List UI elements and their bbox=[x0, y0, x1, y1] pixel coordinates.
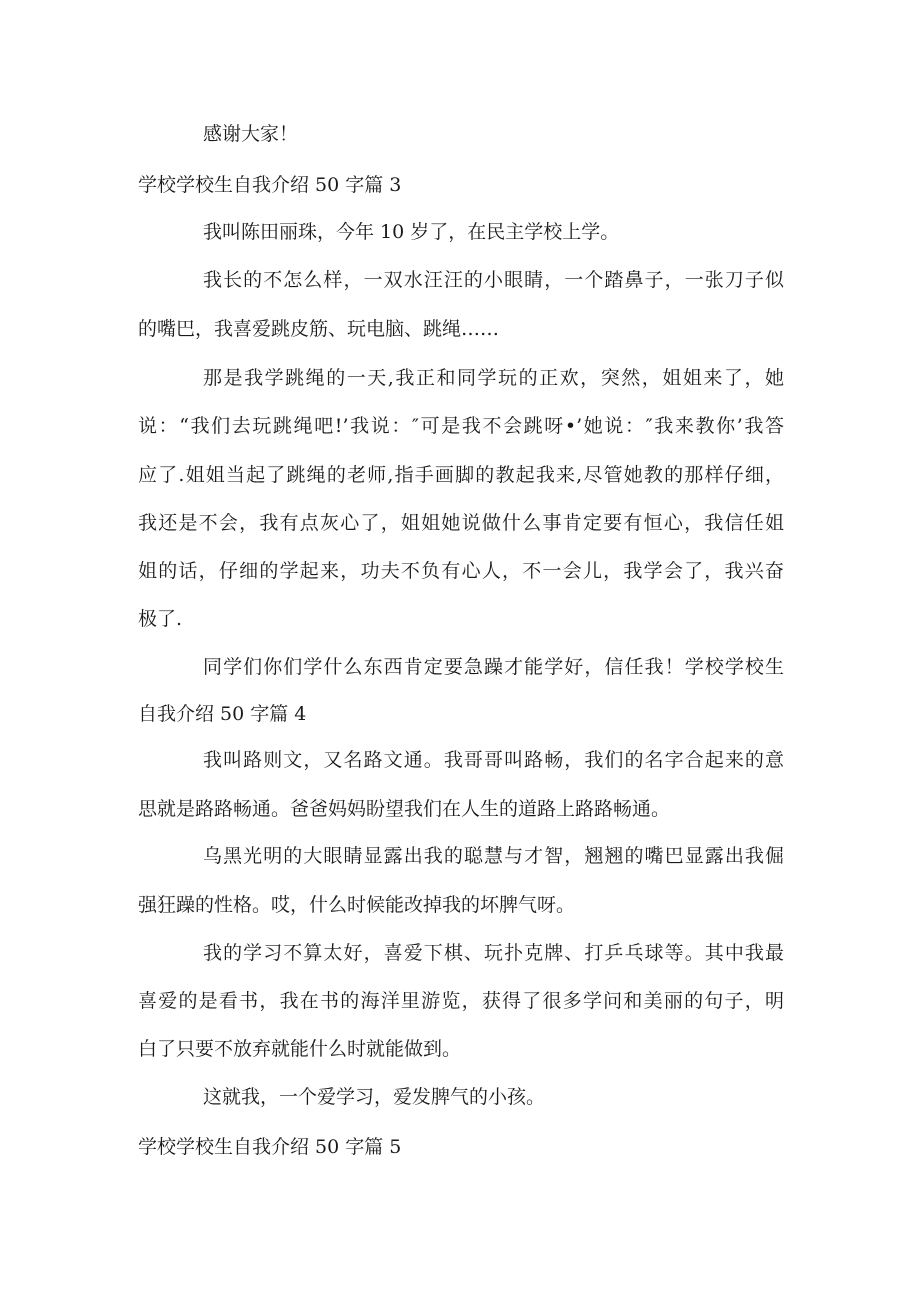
paragraph-line: 这就我，一个爱学习，爱发脾气的小孩。 bbox=[203, 1086, 546, 1108]
paragraph-line: 我叫路则文，又名路文通。我哥哥叫路畅，我们的名字合起来的意 bbox=[203, 749, 784, 771]
paragraph-line: 同学们你们学什么东西肯定要急躁才能学好，信任我！学校学校生 bbox=[203, 656, 784, 678]
paragraph-line: 应了.姐姐当起了跳绳的老师,指手画脚的教起我来,尽管她教的那样仔细， bbox=[138, 464, 784, 486]
paragraph-line: 白了只要不放弃就能什么时就能做到。 bbox=[138, 1038, 462, 1060]
section-heading-4: 自我介绍 50 字篇 4 bbox=[138, 703, 307, 725]
paragraph-line: 极了. bbox=[138, 608, 183, 630]
paragraph-line: 思就是路路畅通。爸爸妈妈盼望我们在人生的道路上路路畅通。 bbox=[138, 798, 671, 820]
paragraph-line: 说：“我们去玩跳绳吧!’我说：″可是我不会跳呀•’她说：″我来教你’我答 bbox=[138, 415, 784, 437]
paragraph-line: 强狂躁的性格。哎，什么时候能改掉我的坏脾气呀。 bbox=[138, 894, 576, 916]
section-heading-5: 学校学校生自我介绍 50 字篇 5 bbox=[138, 1136, 402, 1158]
closing-line: 感谢大家！ bbox=[203, 123, 299, 145]
section-heading-3: 学校学校生自我介绍 50 字篇 3 bbox=[138, 174, 402, 196]
paragraph-line: 喜爱的是看书，我在书的海洋里游览，获得了很多学问和美丽的句子，明 bbox=[138, 990, 784, 1012]
paragraph-line: 我叫陈田丽珠，今年 10 岁了，在民主学校上学。 bbox=[203, 221, 620, 243]
paragraph-line: 我的学习不算太好，喜爱下棋、玩扑克牌、打乒乓球等。其中我最 bbox=[203, 942, 784, 964]
paragraph-line: 我长的不怎么样，一双水汪汪的小眼睛，一个踏鼻子，一张刀子似 bbox=[203, 269, 784, 291]
paragraph-line: 姐的话，仔细的学起来，功夫不负有心人，不一会儿，我学会了，我兴奋 bbox=[138, 560, 784, 582]
paragraph-line: 那是我学跳绳的一天,我正和同学玩的正欢，突然，姐姐来了，她 bbox=[203, 367, 784, 389]
paragraph-line: 我还是不会，我有点灰心了，姐姐她说做什么事肯定要有恒心，我信任姐 bbox=[138, 512, 784, 534]
paragraph-line: 的嘴巴，我喜爱跳皮筋、玩电脑、跳绳…… bbox=[138, 318, 500, 340]
paragraph-line: 乌黑光明的大眼睛显露出我的聪慧与才智，翘翘的嘴巴显露出我倔 bbox=[203, 845, 784, 867]
